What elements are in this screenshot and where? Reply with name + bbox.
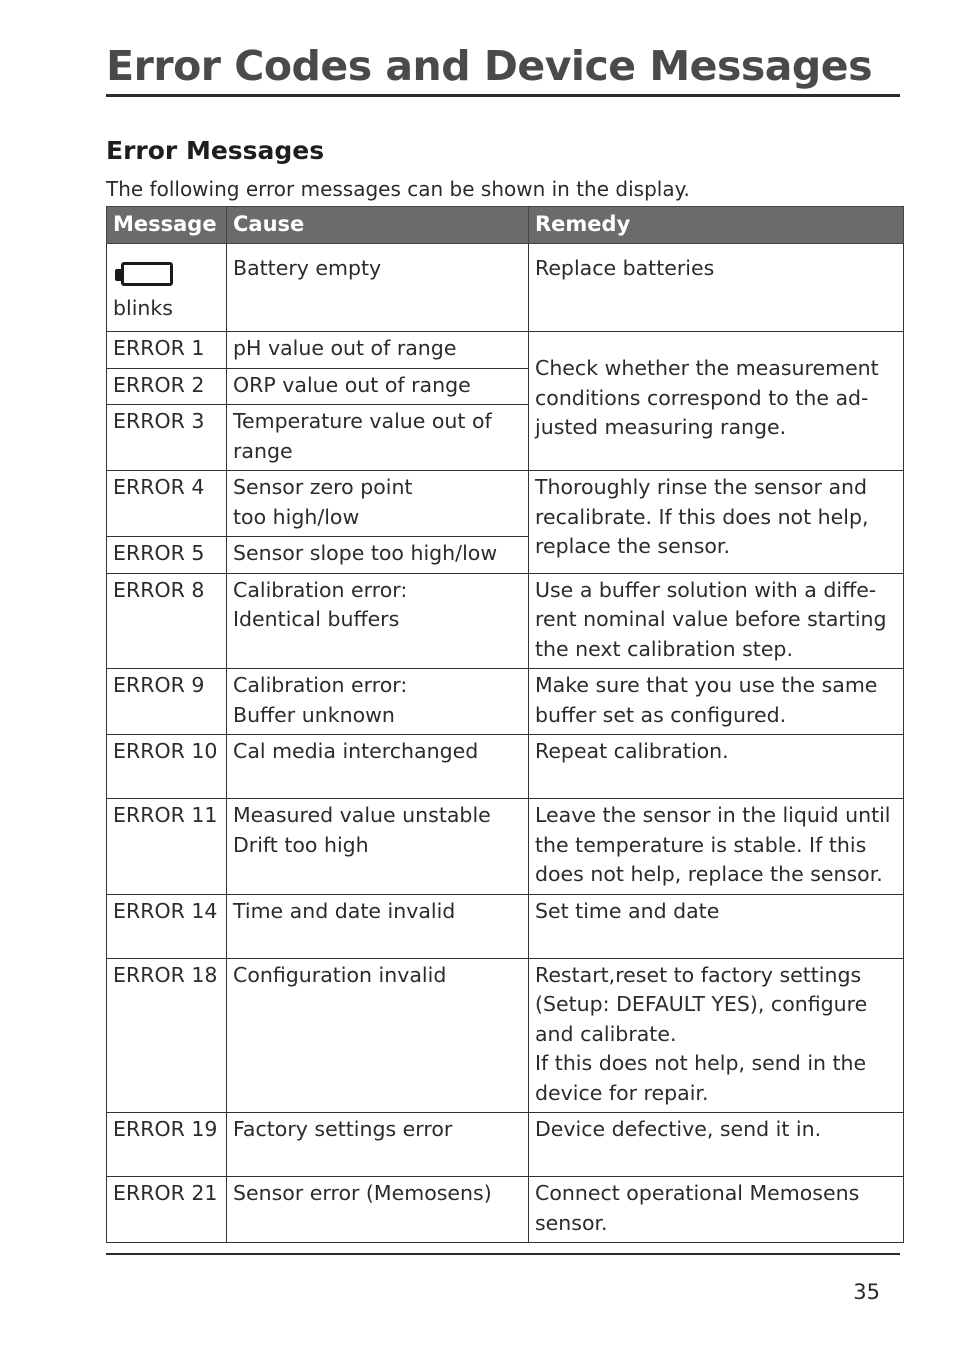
title-divider — [106, 94, 900, 97]
remedy-cell: Thoroughly rinse the sensor and recalibrate. If this does not help, replace the sensor. — [529, 471, 904, 574]
remedy-cell: Replace batteries — [529, 244, 904, 332]
message-cell: ERROR 14 — [107, 894, 227, 958]
table-row — [107, 894, 904, 958]
cause-cell — [227, 573, 529, 669]
message-cell: ERROR 10 — [107, 735, 227, 799]
cause-cell: Time and date invalid — [227, 894, 529, 958]
cause-cell: Temperature value out of range — [227, 405, 529, 471]
section-intro: The following error messages can be shown in the display. — [106, 177, 690, 201]
cause-line: Calibration error: — [233, 577, 408, 602]
battery-empty-icon — [115, 262, 173, 288]
table-row — [107, 1177, 904, 1243]
message-cell: ERROR 21 — [107, 1177, 227, 1243]
cause-line: Identical buffers — [233, 607, 400, 631]
message-cell: ERROR 19 — [107, 1113, 227, 1177]
message-cell: ERROR 2 — [107, 368, 227, 405]
remedy-cell: Leave the sensor in the liquid until the temperature is stable. If this does not help, replace the sensor. — [529, 799, 904, 895]
message-cell: ERROR 5 — [107, 537, 227, 574]
table-row — [107, 573, 904, 669]
cause-cell: Battery empty — [227, 244, 529, 332]
table-row — [107, 669, 904, 735]
table-row — [107, 244, 904, 332]
footer-divider — [106, 1253, 900, 1255]
remedy-cell: Set time and date — [529, 894, 904, 958]
cause-cell: ORP value out of range — [227, 368, 529, 405]
cause-line: Drift too high — [233, 832, 369, 857]
message-suffix: blinks — [113, 296, 173, 320]
column-header-cause: Cause — [227, 207, 529, 244]
remedy-cell: Repeat calibration. — [529, 735, 904, 799]
remedy-line: If this does not help, send in the device for repair. — [535, 1051, 867, 1105]
table-row — [107, 799, 904, 895]
remedy-cell: Make sure that you use the same buffer set as configured. — [529, 669, 904, 735]
cause-cell: Sensor slope too high/low — [227, 537, 529, 574]
table-row — [107, 332, 904, 369]
cause-cell: pH value out of range — [227, 332, 529, 369]
table-row — [107, 1113, 904, 1177]
column-header-remedy: Remedy — [529, 207, 904, 244]
message-cell: ERROR 4 — [107, 471, 227, 537]
message-cell: ERROR 9 — [107, 669, 227, 735]
message-cell: ERROR 1 — [107, 332, 227, 369]
page-title: Error Codes and Device Messages — [106, 42, 872, 90]
remedy-cell: Device defective, send it in. — [529, 1113, 904, 1177]
remedy-cell: Check whether the measurement conditions correspond to the ad-justed measuring range. — [529, 332, 904, 471]
message-cell: ERROR 8 — [107, 573, 227, 669]
cause-cell — [227, 799, 529, 895]
cause-cell — [227, 669, 529, 735]
message-cell: ERROR 11 — [107, 799, 227, 895]
remedy-cell: Use a buffer solution with a diffe-rent nominal value before starting the next calibration step. — [529, 573, 904, 669]
column-header-message: Message — [107, 207, 227, 244]
message-cell: ERROR 18 — [107, 958, 227, 1113]
cause-line: Sensor zero point — [233, 475, 413, 499]
cause-cell: Factory settings error — [227, 1113, 529, 1177]
remedy-line: Restart,reset to factory settings (Setup: DEFAULT YES), configure and calibrate. — [535, 962, 868, 1046]
cause-cell — [227, 471, 529, 537]
message-cell — [107, 244, 227, 332]
cause-line: Measured value unstable — [233, 803, 491, 827]
page-number: 35 — [853, 1280, 880, 1304]
table-row — [107, 735, 904, 799]
cause-cell: Sensor error (Memosens) — [227, 1177, 529, 1243]
section-heading: Error Messages — [106, 136, 325, 165]
table-header-row — [107, 207, 904, 244]
cause-cell: Cal media interchanged — [227, 735, 529, 799]
remedy-cell — [529, 958, 904, 1113]
error-messages-table — [106, 206, 904, 1243]
table-row — [107, 958, 904, 1113]
remedy-cell: Connect operational Memosens sensor. — [529, 1177, 904, 1243]
cause-cell: Configuration invalid — [227, 958, 529, 1113]
cause-line: Calibration error: — [233, 673, 408, 697]
table-row — [107, 471, 904, 537]
cause-line: too high/low — [233, 504, 360, 529]
cause-line: Buffer unknown — [233, 702, 395, 727]
message-cell: ERROR 3 — [107, 405, 227, 471]
